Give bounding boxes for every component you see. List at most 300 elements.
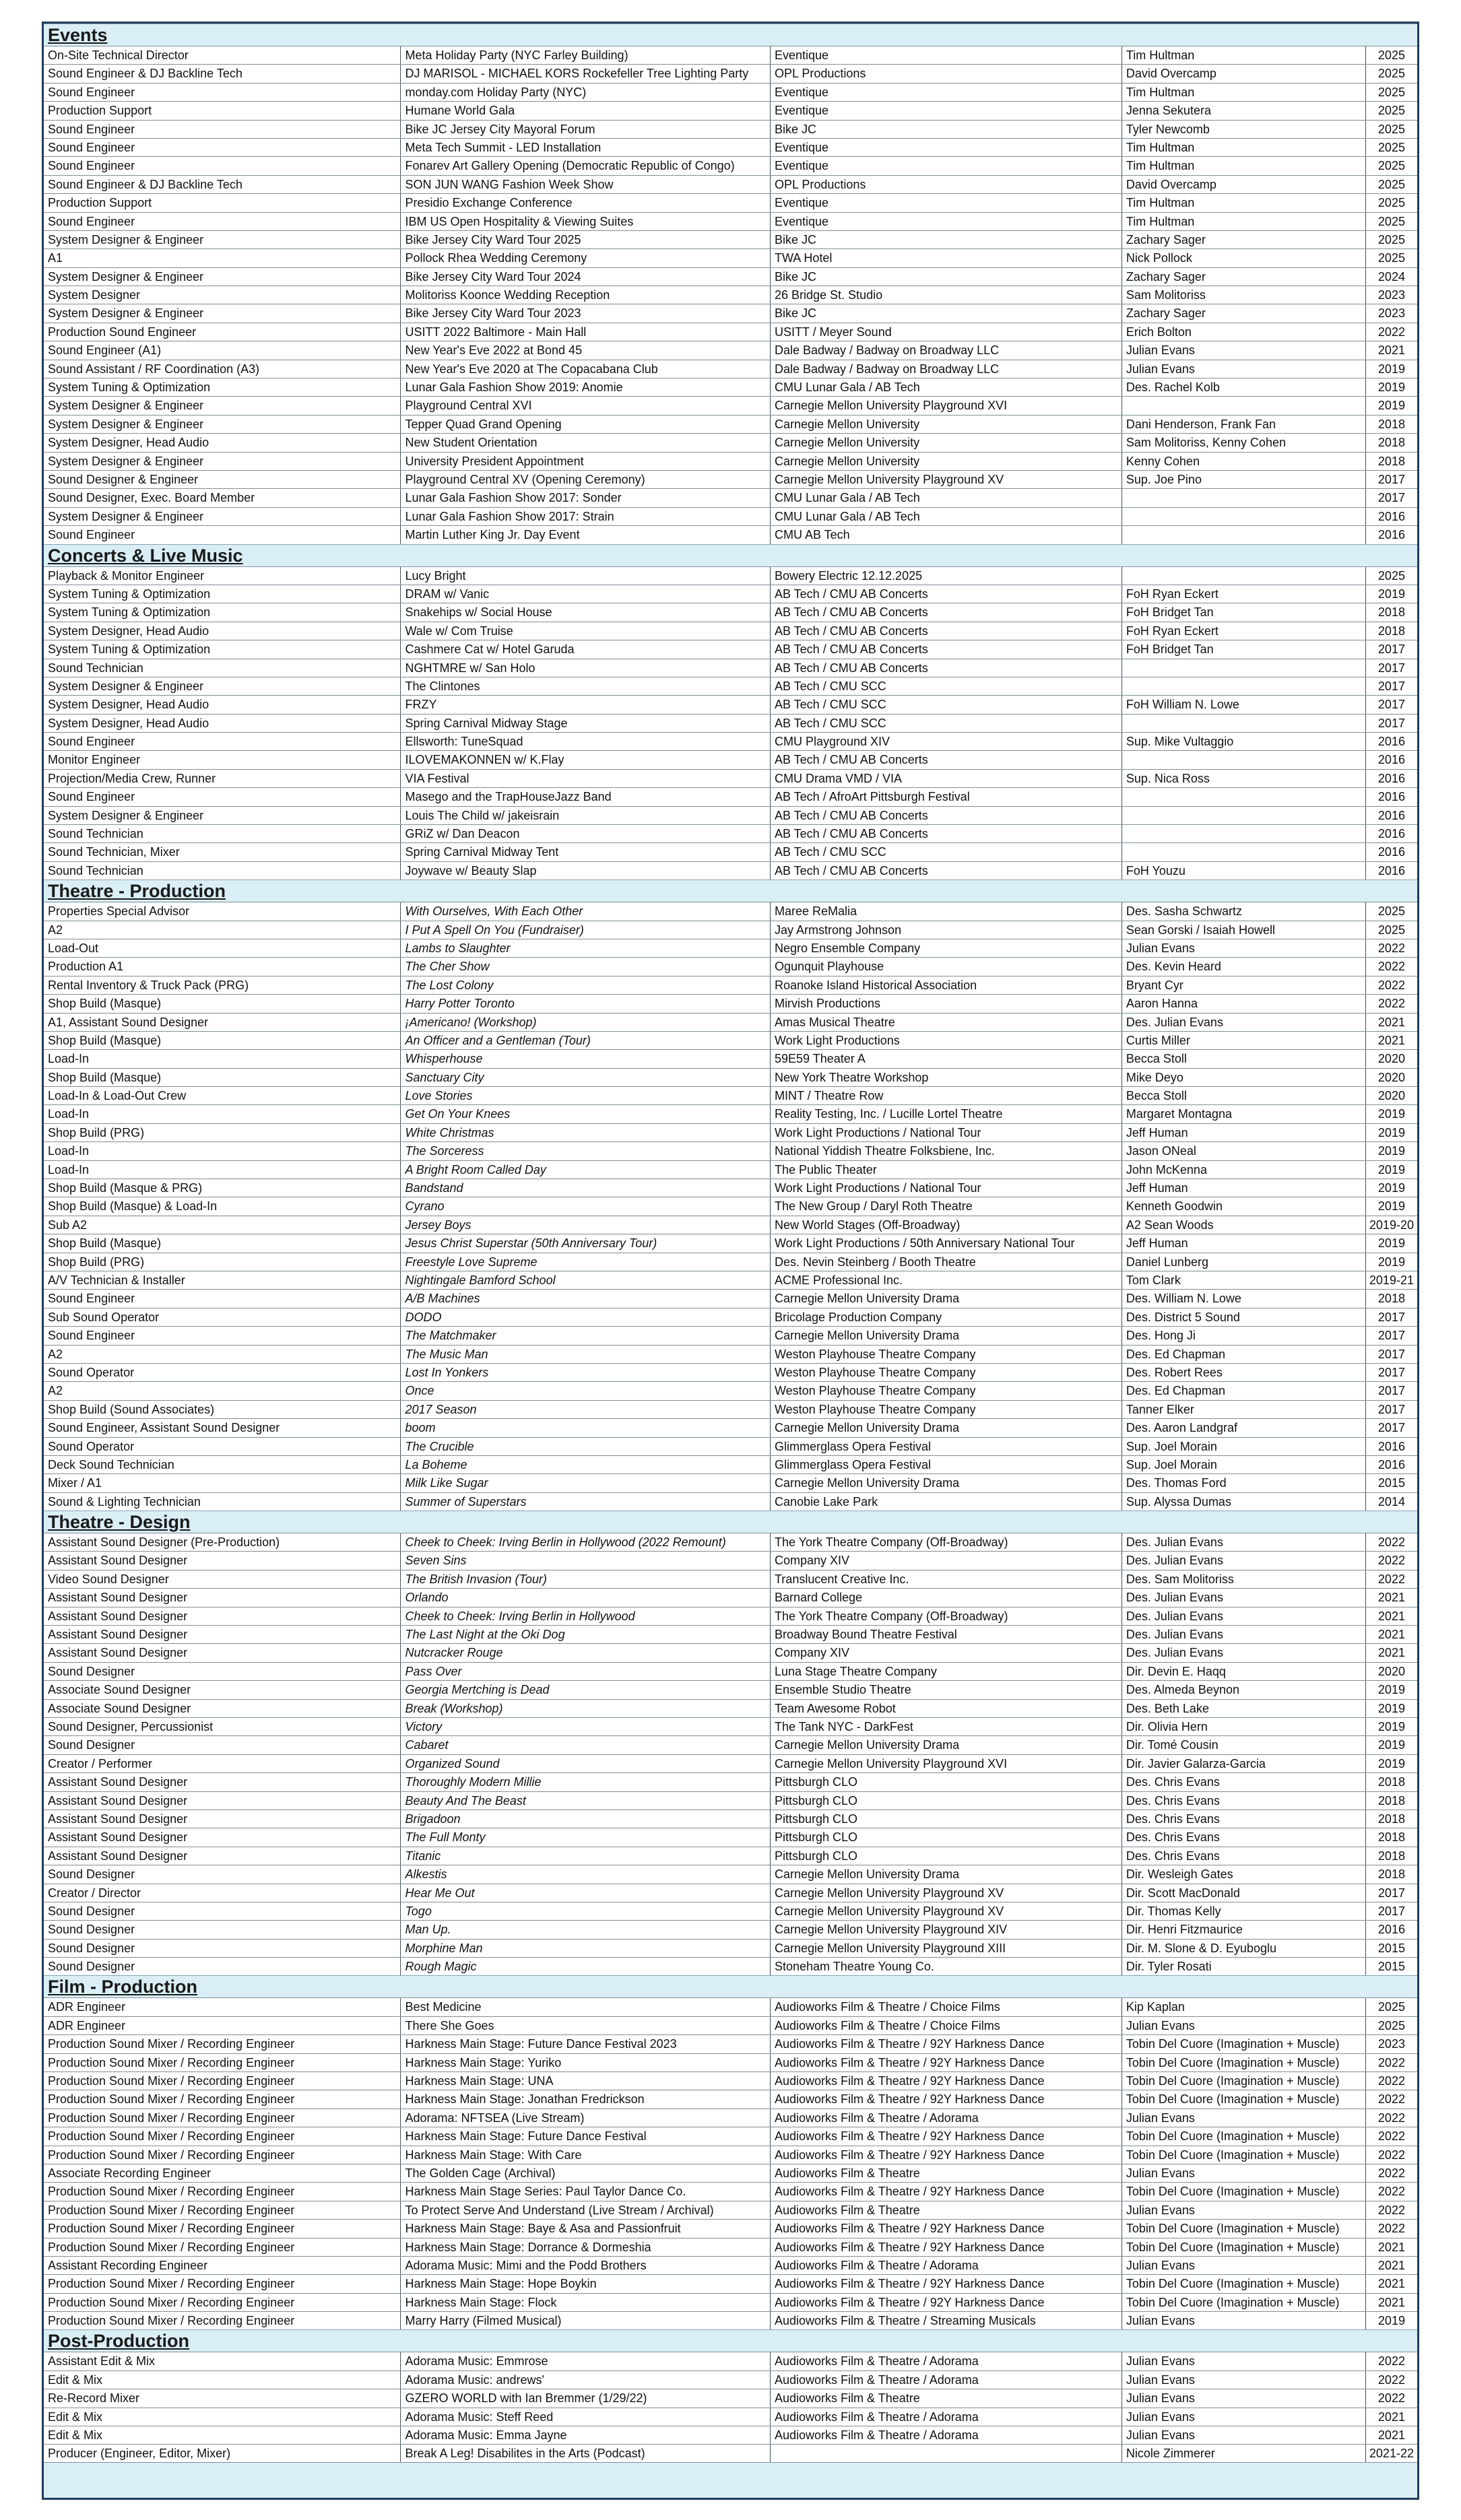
year-cell: 2017 <box>1377 1347 1405 1361</box>
contact-cell: Becca Stoll <box>1122 1087 1366 1104</box>
production-cell: Harkness Main Stage: Baye & Asa and Passionfruit <box>401 2220 771 2237</box>
year-cell: 2019 <box>1377 362 1405 376</box>
role-cell: Load-In & Load-Out Crew <box>44 1087 401 1104</box>
company-cell: Pittsburgh CLO <box>771 1847 1122 1865</box>
table-row <box>44 2182 1417 2200</box>
production-cell: Cheek to Cheek: Irving Berlin in Hollywood <box>401 1607 771 1625</box>
company-cell: Pittsburgh CLO <box>771 1773 1122 1791</box>
contact-cell: A2 Sean Woods <box>1122 1216 1366 1234</box>
table-row <box>44 525 1417 543</box>
year-cell: 2016 <box>1377 735 1405 749</box>
production-cell: Love Stories <box>401 1087 771 1104</box>
role-cell: Sound Engineer <box>44 121 401 138</box>
role-cell: A2 <box>44 921 401 939</box>
section-header: Film - Production <box>44 1975 1417 1997</box>
table-row <box>44 1810 1417 1828</box>
table-row <box>44 994 1417 1012</box>
table-row <box>44 46 1417 64</box>
role-cell: System Designer & Engineer <box>44 453 401 470</box>
production-cell: Cabaret <box>401 1736 771 1754</box>
contact-cell: Sup. Alyssa Dumas <box>1122 1493 1366 1511</box>
company-cell: Luna Stage Theatre Company <box>771 1663 1122 1680</box>
production-cell: The British Invasion (Tour) <box>401 1570 771 1588</box>
contact-cell: FoH Bridget Tan <box>1122 640 1366 658</box>
table-row <box>44 1533 1417 1551</box>
company-cell: Audioworks Film & Theatre / Adorama <box>771 2426 1122 2444</box>
year-cell: 2019 <box>1377 1255 1405 1269</box>
production-cell: The Cher Show <box>401 958 771 975</box>
company-cell: AB Tech / CMU AB Concerts <box>771 751 1122 768</box>
role-cell: System Designer & Engineer <box>44 677 401 695</box>
company-cell: Eventique <box>771 84 1122 101</box>
year-cell: 2017 <box>1377 1329 1405 1343</box>
role-cell: Sound Engineer <box>44 733 401 750</box>
company-cell: Eventique <box>771 213 1122 230</box>
company-cell: Glimmerglass Opera Festival <box>771 1456 1122 1473</box>
role-cell: Sound Engineer <box>44 139 401 156</box>
role-cell: On-Site Technical Director <box>44 46 401 64</box>
contact-cell: Julian Evans <box>1122 2257 1366 2274</box>
production-cell: Best Medicine <box>401 1998 771 2016</box>
year-cell: 2022 <box>1377 2373 1405 2387</box>
year-cell: 2025 <box>1377 904 1405 919</box>
production-cell: Lunar Gala Fashion Show 2017: Sonder <box>401 489 771 506</box>
role-cell: System Tuning & Optimization <box>44 585 401 603</box>
contact-cell: Des. Chris Evans <box>1122 1847 1366 1865</box>
table-row <box>44 1570 1417 1588</box>
company-cell: Audioworks Film & Theatre / 92Y Harkness Dance <box>771 2054 1122 2071</box>
company-cell: Audioworks Film & Theatre / 92Y Harkness Dance <box>771 2294 1122 2311</box>
year-cell: 2021 <box>1377 2240 1405 2254</box>
role-cell: Sound Designer <box>44 1865 401 1883</box>
year-cell: 2018 <box>1377 1830 1405 1845</box>
company-cell: Des. Nevin Steinberg / Booth Theatre <box>771 1253 1122 1271</box>
role-cell: Sound Engineer <box>44 157 401 174</box>
contact-cell: Dir. M. Slone & D. Eyuboglu <box>1122 1939 1366 1957</box>
company-cell: Audioworks Film & Theatre / 92Y Harkness Dance <box>771 2090 1122 2108</box>
role-cell: Sound Engineer & DJ Backline Tech <box>44 65 401 82</box>
contact-cell: Tim Hultman <box>1122 157 1366 174</box>
production-cell: The Matchmaker <box>401 1327 771 1344</box>
contact-cell: FoH Ryan Eckert <box>1122 585 1366 603</box>
company-cell: Carnegie Mellon University <box>771 416 1122 433</box>
production-cell: Victory <box>401 1718 771 1735</box>
year-cell: 2019-21 <box>1369 1273 1414 1287</box>
table-row <box>44 714 1417 732</box>
table-row <box>44 902 1417 920</box>
contact-cell: Julian Evans <box>1122 2164 1366 2182</box>
table-row <box>44 360 1417 378</box>
role-cell: Sound Designer <box>44 1939 401 1957</box>
production-cell: Wale w/ Com Truise <box>401 622 771 640</box>
company-cell: Audioworks Film & Theatre <box>771 2201 1122 2219</box>
year-cell: 2022 <box>1377 2185 1405 2199</box>
table-row <box>44 976 1417 994</box>
company-cell: OPL Productions <box>771 176 1122 193</box>
table-row <box>44 622 1417 640</box>
company-cell: The York Theatre Company (Off-Broadway) <box>771 1533 1122 1551</box>
year-cell: 2022 <box>1377 1554 1405 1568</box>
production-cell: Togo <box>401 1902 771 1920</box>
company-cell: Carnegie Mellon University Drama <box>771 1474 1122 1492</box>
company-cell: Glimmerglass Opera Festival <box>771 1438 1122 1455</box>
contact-cell: Dir. Scott MacDonald <box>1122 1884 1366 1902</box>
contact-cell: Julian Evans <box>1122 341 1366 359</box>
year-cell: 2017 <box>1377 472 1405 486</box>
year-cell: 2018 <box>1377 417 1405 431</box>
table-row <box>44 1662 1417 1680</box>
production-cell: Harkness Main Stage: Flock <box>401 2294 771 2311</box>
production-cell: Fonarev Art Gallery Opening (Democratic Republic of Congo) <box>401 157 771 174</box>
production-cell: Pollock Rhea Wedding Ceremony <box>401 249 771 267</box>
role-cell: Sound Designer & Engineer <box>44 471 401 488</box>
company-cell: Carnegie Mellon University Playground XVI <box>771 1755 1122 1772</box>
role-cell: System Designer & Engineer <box>44 508 401 525</box>
year-cell: 2017 <box>1377 1365 1405 1379</box>
contact-cell: Des. District 5 Sound <box>1122 1308 1366 1326</box>
production-cell: La Boheme <box>401 1456 771 1473</box>
resume-credits-table <box>42 22 1419 2500</box>
production-cell: Sanctuary City <box>401 1069 771 1086</box>
table-row <box>44 101 1417 119</box>
contact-cell: Erich Bolton <box>1122 323 1366 341</box>
year-cell: 2017 <box>1377 1310 1405 1324</box>
contact-cell: Julian Evans <box>1122 2017 1366 2034</box>
year-cell: 2022 <box>1377 960 1405 974</box>
contact-cell: Sean Gorski / Isaiah Howell <box>1122 921 1366 939</box>
company-cell: Eventique <box>771 194 1122 211</box>
year-cell: 2019 <box>1377 1756 1405 1770</box>
table-row <box>44 1141 1417 1160</box>
contact-cell: David Overcamp <box>1122 176 1366 193</box>
role-cell: Sound Designer, Exec. Board Member <box>44 489 401 506</box>
role-cell: Assistant Sound Designer <box>44 1828 401 1846</box>
role-cell: System Designer & Engineer <box>44 304 401 322</box>
role-cell: Sound Technician <box>44 659 401 677</box>
table-row <box>44 83 1417 101</box>
contact-cell: Tobin Del Cuore (Imagination + Muscle) <box>1122 2220 1366 2237</box>
company-cell: Maree ReMalia <box>771 902 1122 920</box>
production-cell: Harkness Main Stage: Dorrance & Dormeshia <box>401 2239 771 2256</box>
table-row <box>44 1160 1417 1179</box>
production-cell: The Full Monty <box>401 1828 771 1846</box>
production-cell: With Ourselves, With Each Other <box>401 902 771 920</box>
company-cell: Audioworks Film & Theatre / Adorama <box>771 2371 1122 2389</box>
role-cell: Playback & Monitor Engineer <box>44 567 401 585</box>
company-cell: Work Light Productions <box>771 1032 1122 1049</box>
contact-cell: Julian Evans <box>1122 2389 1366 2407</box>
year-cell: 2022 <box>1377 978 1405 992</box>
production-cell: New Year's Eve 2020 at The Copacabana Club <box>401 360 771 378</box>
company-cell: Audioworks Film & Theatre / Streaming Musicals <box>771 2312 1122 2329</box>
year-cell: 2025 <box>1377 140 1405 154</box>
production-cell: GZERO WORLD with Ian Bremmer (1/29/22) <box>401 2389 771 2407</box>
table-row <box>44 585 1417 603</box>
company-cell: AB Tech / CMU AB Concerts <box>771 622 1122 640</box>
role-cell: Video Sound Designer <box>44 1570 401 1588</box>
year-cell: 2020 <box>1377 1664 1405 1678</box>
company-cell: Weston Playhouse Theatre Company <box>771 1382 1122 1399</box>
contact-cell: Des. Chris Evans <box>1122 1810 1366 1828</box>
role-cell: Assistant Sound Designer <box>44 1810 401 1828</box>
role-cell: Assistant Sound Designer <box>44 1607 401 1625</box>
company-cell: Company XIV <box>771 1552 1122 1569</box>
contact-cell: FoH Youzu <box>1122 862 1366 880</box>
table-row <box>44 1216 1417 1234</box>
year-cell: 2019 <box>1377 399 1405 413</box>
contact-cell: Tom Clark <box>1122 1271 1366 1289</box>
contact-cell <box>1122 715 1366 732</box>
table-row <box>44 2053 1417 2071</box>
year-cell: 2023 <box>1377 288 1405 302</box>
production-cell: Harry Potter Toronto <box>401 995 771 1012</box>
company-cell: Pittsburgh CLO <box>771 1810 1122 1828</box>
role-cell: Production Sound Engineer <box>44 323 401 341</box>
year-cell: 2022 <box>1377 2111 1405 2125</box>
year-cell: 2025 <box>1377 232 1405 246</box>
role-cell: Shop Build (PRG) <box>44 1124 401 1141</box>
production-cell: New Year's Eve 2022 at Bond 45 <box>401 341 771 359</box>
role-cell: Production Support <box>44 102 401 119</box>
year-cell: 2017 <box>1377 1904 1405 1918</box>
company-cell: Work Light Productions / National Tour <box>771 1124 1122 1141</box>
table-row <box>44 1437 1417 1455</box>
table-row <box>44 1271 1417 1289</box>
company-cell: AB Tech / AfroArt Pittsburgh Festival <box>771 788 1122 805</box>
role-cell: System Tuning & Optimization <box>44 640 401 658</box>
year-cell: 2017 <box>1377 679 1405 693</box>
contact-cell <box>1122 677 1366 695</box>
role-cell: Sound Engineer <box>44 1290 401 1307</box>
table-row <box>44 1031 1417 1049</box>
production-cell: Adorama Music: Emmrose <box>401 2352 771 2370</box>
table-row <box>44 1013 1417 1031</box>
table-row <box>44 1234 1417 1252</box>
contact-cell: Dir. Olivia Hern <box>1122 1718 1366 1735</box>
company-cell: CMU Lunar Gala / AB Tech <box>771 508 1122 525</box>
role-cell: Sound Designer <box>44 1958 401 1975</box>
year-cell: 2017 <box>1377 642 1405 657</box>
company-cell: MINT / Theatre Row <box>771 1087 1122 1104</box>
table-row <box>44 1735 1417 1754</box>
table-row <box>44 1363 1417 1381</box>
role-cell: Sound Designer <box>44 1736 401 1754</box>
company-cell: Weston Playhouse Theatre Company <box>771 1401 1122 1418</box>
production-cell: The Clintones <box>401 677 771 695</box>
contact-cell: Kenneth Goodwin <box>1122 1197 1366 1215</box>
role-cell: Load-In <box>44 1105 401 1123</box>
role-cell: Production A1 <box>44 958 401 975</box>
year-cell: 2025 <box>1377 251 1405 265</box>
role-cell: System Tuning & Optimization <box>44 378 401 396</box>
production-cell: Lunar Gala Fashion Show 2017: Strain <box>401 508 771 525</box>
company-cell: Carnegie Mellon University Drama <box>771 1865 1122 1883</box>
table-row <box>44 1455 1417 1473</box>
year-cell: 2023 <box>1377 2037 1405 2051</box>
table-row <box>44 507 1417 525</box>
table-row <box>44 2444 1417 2462</box>
table-row <box>44 861 1417 880</box>
role-cell: Assistant Sound Designer <box>44 1792 401 1810</box>
table-row <box>44 1865 1417 1883</box>
production-cell: boom <box>401 1419 771 1436</box>
production-cell: Alkestis <box>401 1865 771 1883</box>
table-row <box>44 2146 1417 2164</box>
production-cell: New Student Orientation <box>401 434 771 451</box>
role-cell: Assistant Sound Designer <box>44 1847 401 1865</box>
contact-cell: Dir. Javier Galarza-Garcia <box>1122 1755 1366 1772</box>
production-cell: Playground Central XVI <box>401 397 771 414</box>
year-cell: 2017 <box>1377 661 1405 675</box>
table-row <box>44 566 1417 585</box>
role-cell: ADR Engineer <box>44 2017 401 2034</box>
company-cell: Audioworks Film & Theatre / Adorama <box>771 2352 1122 2370</box>
company-cell: Work Light Productions / National Tour <box>771 1179 1122 1197</box>
production-cell: Lucy Bright <box>401 567 771 585</box>
year-cell: 2021 <box>1377 1591 1405 1605</box>
production-cell: SON JUN WANG Fashion Week Show <box>401 176 771 193</box>
company-cell: Negro Ensemble Company <box>771 939 1122 957</box>
contact-cell <box>1122 489 1366 506</box>
role-cell: Properties Special Advisor <box>44 902 401 920</box>
table-row <box>44 939 1417 957</box>
company-cell: Audioworks Film & Theatre / Adorama <box>771 2109 1122 2127</box>
role-cell: Production Sound Mixer / Recording Engineer <box>44 2294 401 2311</box>
role-cell: Sound Engineer <box>44 1327 401 1344</box>
table-row <box>44 769 1417 787</box>
role-cell: Creator / Director <box>44 1884 401 1902</box>
company-cell: TWA Hotel <box>771 249 1122 267</box>
year-cell: 2021 <box>1377 2295 1405 2309</box>
company-cell: Audioworks Film & Theatre / 92Y Harkness Dance <box>771 2275 1122 2292</box>
contact-cell: Tim Hultman <box>1122 46 1366 64</box>
year-cell: 2019 <box>1377 1199 1405 1214</box>
production-cell: Bike JC Jersey City Mayoral Forum <box>401 121 771 138</box>
company-cell: Eventique <box>771 46 1122 64</box>
production-cell: NGHTMRE w/ San Holo <box>401 659 771 677</box>
contact-cell: Jeff Human <box>1122 1124 1366 1141</box>
table-row <box>44 193 1417 211</box>
table-row <box>44 2426 1417 2444</box>
role-cell: Rental Inventory & Truck Pack (PRG) <box>44 976 401 994</box>
contact-cell: John McKenna <box>1122 1161 1366 1179</box>
company-cell: AB Tech / CMU AB Concerts <box>771 807 1122 824</box>
role-cell: Sound Designer <box>44 1921 401 1938</box>
section-header: Events <box>44 24 1417 46</box>
contact-cell: Zachary Sager <box>1122 304 1366 322</box>
contact-cell: Sup. Joel Morain <box>1122 1438 1366 1455</box>
year-cell: 2021-22 <box>1369 2447 1414 2461</box>
table-row <box>44 304 1417 322</box>
table-row <box>44 1717 1417 1735</box>
year-cell: 2014 <box>1377 1494 1405 1508</box>
section-header: Theatre - Production <box>44 880 1417 902</box>
contact-cell: Des. Chris Evans <box>1122 1828 1366 1846</box>
production-cell: Jersey Boys <box>401 1216 771 1234</box>
contact-cell <box>1122 788 1366 805</box>
company-cell: Pittsburgh CLO <box>771 1828 1122 1846</box>
role-cell: Shop Build (PRG) <box>44 1253 401 1271</box>
year-cell: 2016 <box>1377 753 1405 767</box>
contact-cell: David Overcamp <box>1122 65 1366 82</box>
company-cell: Pittsburgh CLO <box>771 1792 1122 1810</box>
table-row <box>44 1197 1417 1215</box>
table-row <box>44 1086 1417 1104</box>
contact-cell: Jeff Human <box>1122 1179 1366 1197</box>
year-cell: 2017 <box>1377 1886 1405 1900</box>
company-cell: Audioworks Film & Theatre / Choice Films <box>771 2017 1122 2034</box>
production-cell: Masego and the TrapHouseJazz Band <box>401 788 771 805</box>
contact-cell: Tim Hultman <box>1122 194 1366 211</box>
company-cell: Dale Badway / Badway on Broadway LLC <box>771 341 1122 359</box>
table-row <box>44 1123 1417 1141</box>
contact-cell <box>1122 508 1366 525</box>
year-cell: 2022 <box>1377 997 1405 1011</box>
table-row <box>44 957 1417 975</box>
table-row <box>44 120 1417 138</box>
contact-cell: Dir. Thomas Kelly <box>1122 1902 1366 1920</box>
production-cell: University President Appointment <box>401 453 771 470</box>
company-cell: CMU Lunar Gala / AB Tech <box>771 489 1122 506</box>
role-cell: System Designer <box>44 286 401 304</box>
contact-cell: Tanner Elker <box>1122 1401 1366 1418</box>
role-cell: Production Sound Mixer / Recording Engineer <box>44 2183 401 2200</box>
company-cell: Audioworks Film & Theatre <box>771 2389 1122 2407</box>
table-row <box>44 1828 1417 1846</box>
production-cell: DJ MARISOL - MICHAEL KORS Rockefeller Tree Lighting Party <box>401 65 771 82</box>
company-cell: The New Group / Daryl Roth Theatre <box>771 1197 1122 1215</box>
company-cell: Bike JC <box>771 268 1122 286</box>
role-cell: Load-In <box>44 1050 401 1067</box>
table-row <box>44 1772 1417 1791</box>
table-row <box>44 2256 1417 2274</box>
company-cell: Audioworks Film & Theatre / 92Y Harkness Dance <box>771 2183 1122 2200</box>
year-cell: 2022 <box>1377 1535 1405 1550</box>
contact-cell: Des. Ed Chapman <box>1122 1382 1366 1399</box>
year-cell: 2017 <box>1377 1402 1405 1416</box>
contact-cell: Tobin Del Cuore (Imagination + Muscle) <box>1122 2146 1366 2164</box>
role-cell: Production Sound Mixer / Recording Engineer <box>44 2127 401 2145</box>
table-row <box>44 2370 1417 2389</box>
company-cell: Carnegie Mellon University Playground XIII <box>771 1939 1122 1957</box>
table-row <box>44 1680 1417 1698</box>
contact-cell <box>1122 843 1366 861</box>
year-cell: 2025 <box>1377 923 1405 937</box>
role-cell: A1, Assistant Sound Designer <box>44 1014 401 1031</box>
contact-cell: Sup. Joel Morain <box>1122 1456 1366 1473</box>
production-cell: Meta Holiday Party (NYC Farley Building) <box>401 46 771 64</box>
production-cell: The Golden Cage (Archival) <box>401 2164 771 2182</box>
company-cell: AB Tech / CMU AB Concerts <box>771 603 1122 621</box>
production-cell: The Lost Colony <box>401 976 771 994</box>
table-row <box>44 2274 1417 2292</box>
contact-cell: Tobin Del Cuore (Imagination + Muscle) <box>1122 2183 1366 2200</box>
table-row <box>44 470 1417 488</box>
production-cell: Once <box>401 1382 771 1399</box>
year-cell: 2016 <box>1377 1923 1405 1937</box>
role-cell: Projection/Media Crew, Runner <box>44 770 401 787</box>
production-cell: Adorama Music: Steff Reed <box>401 2408 771 2426</box>
table-row <box>44 2164 1417 2182</box>
table-row <box>44 230 1417 248</box>
contact-cell: Tobin Del Cuore (Imagination + Muscle) <box>1122 2035 1366 2053</box>
company-cell: Carnegie Mellon University <box>771 453 1122 470</box>
year-cell: 2017 <box>1377 1421 1405 1435</box>
table-row <box>44 1381 1417 1399</box>
role-cell: Shop Build (Masque) <box>44 1234 401 1252</box>
table-row <box>44 2389 1417 2407</box>
company-cell: Carnegie Mellon University Drama <box>771 1290 1122 1307</box>
